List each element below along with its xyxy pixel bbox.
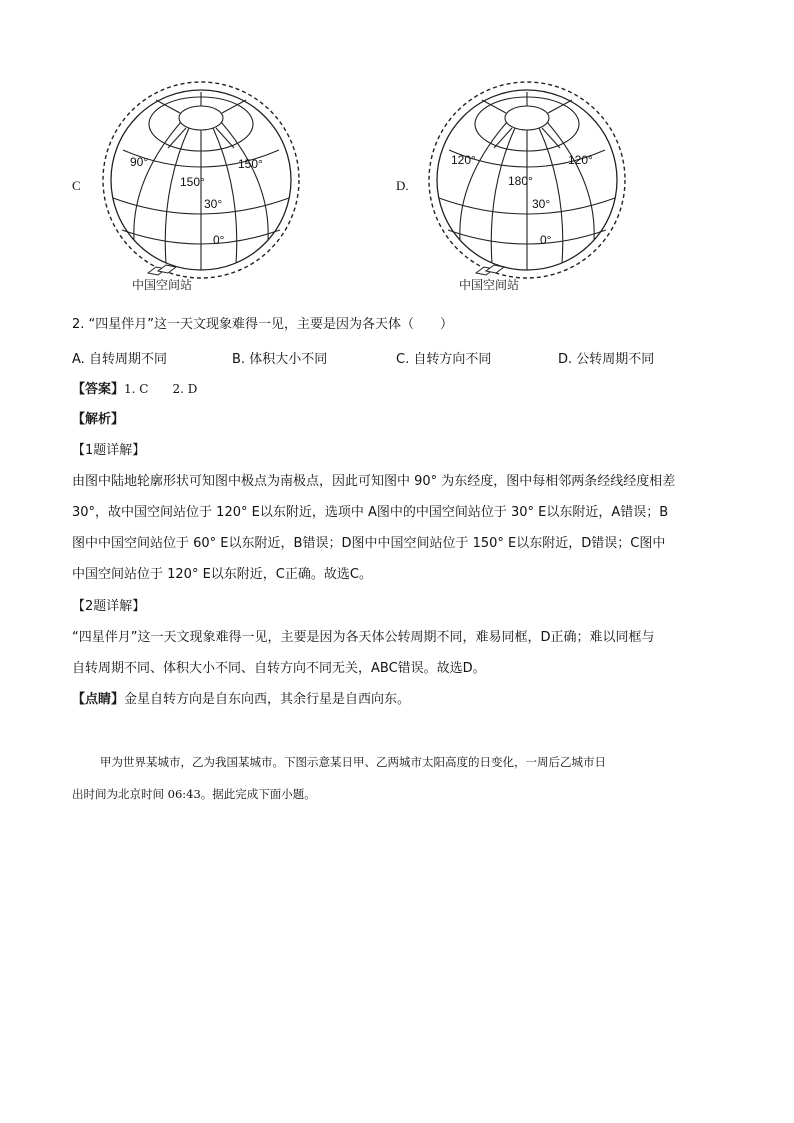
analysis-line (72, 410, 124, 430)
option-text: 体积大小不同 (249, 352, 328, 367)
globe-c-station-label: 中国空间站 (132, 278, 193, 292)
option-b (232, 348, 327, 367)
answer-line (72, 379, 197, 400)
detail-2-line-1: “四星伴月”这一天文现象难得一见，主要是因为各天体公转周期不同，难易同框，D正确；难以同框与 (72, 630, 655, 645)
option-text: 自转周期不同 (88, 352, 167, 367)
detail-1-line-2: 30°，故中国空间站位于 120° E以东附近，选项中 A图中的中国空间站位于 30° E以东附近，A错误；B (72, 505, 669, 520)
option-letter: B. (232, 352, 246, 367)
option-d (558, 348, 654, 367)
globe-d-station-label: 中国空间站 (459, 278, 520, 292)
option-letter: C. (396, 352, 410, 367)
analysis-label: 【解析】 (72, 412, 125, 427)
globe-c-lon-right: 150° (238, 157, 263, 171)
globe-c-lon-left: 90° (130, 155, 149, 169)
option-a (72, 348, 167, 367)
tip-line (72, 690, 410, 710)
detail-2-line-2: 自转周期不同、体积大小不同、自转方向不同无关，ABC错误。故选D。 (72, 661, 486, 676)
question-2-stem: 2. “四星伴月”这一天文现象难得一见，主要是因为各天体（ ） (72, 317, 454, 332)
intro-line-2: 出时间为北京时间 06:43。据此完成下面小题。 (72, 787, 316, 801)
answer-text: 1. C 2. D (124, 382, 198, 396)
option-text: 公转周期不同 (576, 352, 655, 367)
intro-line-1: 甲为世界某城市，乙为我国某城市。下图示意某日甲、乙两城市太阳高度的日变化，一周后乙城市日 (100, 755, 606, 769)
tip-label: 【点睛】 (72, 692, 125, 707)
detail-1-line-4: 中国空间站位于 120° E以东附近，C正确。故选C。 (72, 567, 372, 582)
option-c-letter: C (72, 178, 81, 193)
globe-d-lon-left: 120° (451, 153, 476, 167)
option-letter: D. (558, 352, 573, 367)
space-station-icon (476, 265, 504, 275)
tip-text: 金星自转方向是自东向西，其余行星是自西向东。 (124, 692, 411, 707)
answer-label: 【答案】 (72, 382, 125, 397)
detail-1-heading: 【1题详解】 (72, 443, 146, 458)
globe-d-lat-0: 0° (540, 233, 552, 247)
globe-c-lon-center: 150° (180, 175, 205, 189)
option-c (396, 348, 491, 367)
detail-1-line-1: 由图中陆地轮廓形状可知图中极点为南极点，因此可知图中 90° 为东经度，图中每相邻两条经线经度相差 (72, 474, 676, 489)
detail-1-line-3: 图中中国空间站位于 60° E以东附近，B错误；D图中中国空间站位于 150° E以东附近，D错误；C图中 (72, 536, 666, 551)
option-letter: A. (72, 352, 85, 367)
option-d-letter: D. (396, 178, 409, 193)
option-text: 自转方向不同 (413, 352, 492, 367)
globe-d-lon-center: 180° (508, 174, 533, 188)
globe-c-lat-0: 0° (213, 233, 225, 247)
globe-d-lat-30: 30° (532, 197, 551, 211)
detail-2-heading: 【2题详解】 (72, 599, 146, 614)
globe-d-lon-right: 120° (568, 153, 593, 167)
globe-c-lat-30: 30° (204, 197, 223, 211)
